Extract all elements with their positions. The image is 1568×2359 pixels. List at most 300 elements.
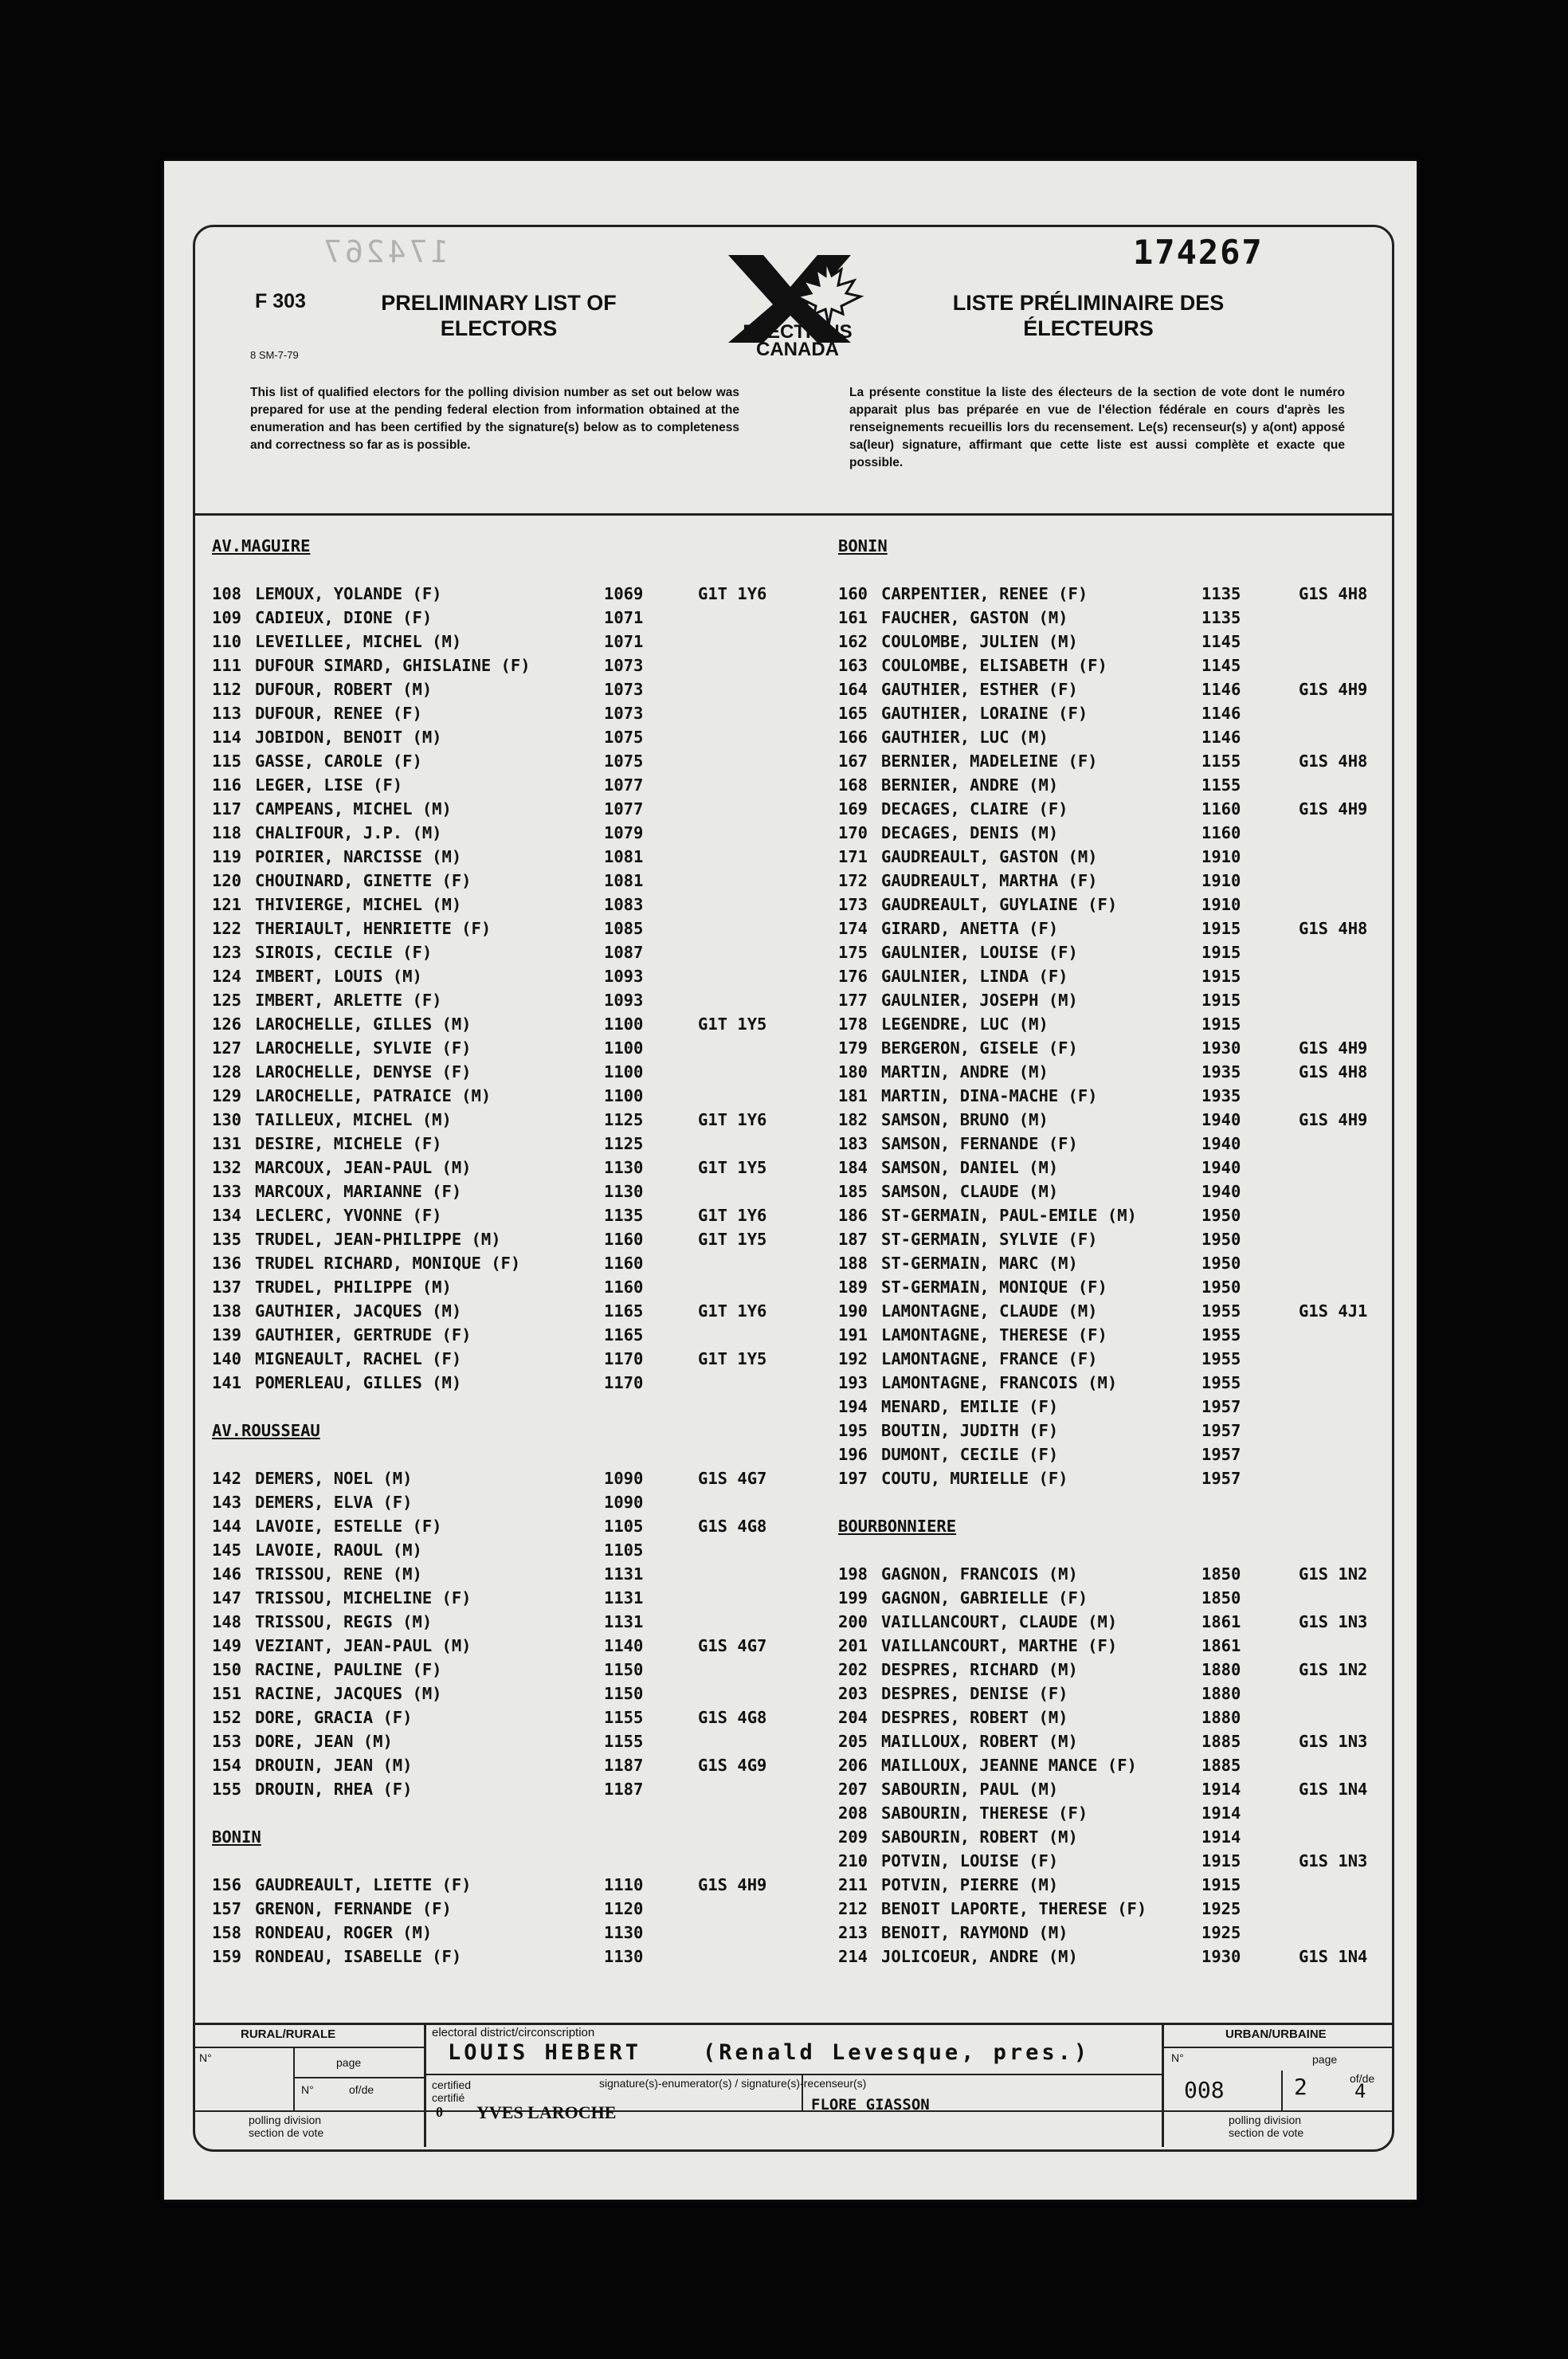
elector-name: DECAGES, DENIS (M) xyxy=(881,823,1059,842)
civic-number: 1085 xyxy=(604,919,644,938)
elector-number: 139 xyxy=(212,1325,242,1344)
elector-number: 185 xyxy=(838,1182,868,1201)
elector-row xyxy=(212,1610,817,1634)
elector-row xyxy=(838,1180,1396,1203)
elector-number: 138 xyxy=(212,1301,242,1321)
elector-name: IMBERT, LOUIS (M) xyxy=(255,967,422,986)
elector-name: GAUTHIER, JACQUES (M) xyxy=(255,1301,462,1321)
elector-number: 111 xyxy=(212,656,242,675)
footer-urban-rule xyxy=(1162,2047,1392,2048)
elector-row xyxy=(212,1921,817,1945)
civic-number: 1955 xyxy=(1201,1325,1241,1344)
elector-row xyxy=(838,1897,1396,1921)
footer-bottom-rule xyxy=(193,2110,1392,2112)
elector-number: 117 xyxy=(212,799,242,818)
elector-number: 166 xyxy=(838,728,868,747)
postal-code: G1S 4H8 xyxy=(1299,584,1368,603)
civic-number: 1160 xyxy=(604,1230,644,1249)
elector-number: 140 xyxy=(212,1349,242,1368)
civic-number: 1950 xyxy=(1201,1230,1241,1249)
elector-row xyxy=(212,1945,817,1968)
civic-number: 1935 xyxy=(1201,1062,1241,1081)
elector-number: 165 xyxy=(838,704,868,723)
elector-number: 162 xyxy=(838,632,868,651)
elector-name: MARCOUX, MARIANNE (F) xyxy=(255,1182,462,1201)
elector-row xyxy=(212,1012,817,1036)
elector-number: 176 xyxy=(838,967,868,986)
civic-number: 1850 xyxy=(1201,1588,1241,1607)
postal-code: G1S 1N4 xyxy=(1299,1947,1368,1966)
elector-row xyxy=(838,964,1396,988)
elector-number: 183 xyxy=(838,1134,868,1153)
postal-code: G1T 1Y5 xyxy=(698,1230,767,1249)
elector-number: 122 xyxy=(212,919,242,938)
civic-number: 1170 xyxy=(604,1349,644,1368)
civic-number: 1083 xyxy=(604,895,644,914)
elector-name: GAUDREAULT, MARTHA (F) xyxy=(881,871,1098,890)
district-value: LOUIS HEBERT xyxy=(448,2040,642,2065)
elector-number: 192 xyxy=(838,1349,868,1368)
elector-number: 181 xyxy=(838,1086,868,1105)
elector-name: CHALIFOUR, J.P. (M) xyxy=(255,823,442,842)
postal-code: G1T 1Y6 xyxy=(698,1206,767,1225)
civic-number: 1120 xyxy=(604,1899,644,1918)
elector-number: 148 xyxy=(212,1612,242,1631)
elector-name: DORE, JEAN (M) xyxy=(255,1732,393,1751)
elector-number: 154 xyxy=(212,1756,242,1775)
elector-name: LECLERC, YVONNE (F) xyxy=(255,1206,442,1225)
elector-name: GAULNIER, LOUISE (F) xyxy=(881,943,1078,962)
elector-name: JOLICOEUR, ANDRE (M) xyxy=(881,1947,1078,1966)
elector-number: 175 xyxy=(838,943,868,962)
elector-row xyxy=(838,1729,1396,1753)
elector-number: 112 xyxy=(212,680,242,699)
civic-number: 1073 xyxy=(604,656,644,675)
civic-number: 1930 xyxy=(1201,1038,1241,1058)
elector-row xyxy=(212,773,817,797)
civic-number: 1915 xyxy=(1201,1875,1241,1894)
elector-name: BERNIER, ANDRE (M) xyxy=(881,775,1059,795)
elector-number: 151 xyxy=(212,1684,242,1703)
elector-name: LAROCHELLE, PATRAICE (M) xyxy=(255,1086,492,1105)
elector-row xyxy=(212,797,817,821)
elector-number: 146 xyxy=(212,1564,242,1584)
civic-number: 1081 xyxy=(604,847,644,866)
elector-row xyxy=(838,1203,1396,1227)
elector-row xyxy=(212,1036,817,1060)
elector-number: 113 xyxy=(212,704,242,723)
civic-number: 1093 xyxy=(604,991,644,1010)
elector-number: 197 xyxy=(838,1469,868,1488)
elector-number: 131 xyxy=(212,1134,242,1153)
civic-number: 1915 xyxy=(1201,943,1241,962)
civic-number: 1071 xyxy=(604,632,644,651)
elector-name: DEMERS, NOEL (M) xyxy=(255,1469,413,1488)
postal-code: G1S 4G8 xyxy=(698,1708,767,1727)
civic-number: 1150 xyxy=(604,1684,644,1703)
civic-number: 1915 xyxy=(1201,1851,1241,1870)
elector-number: 212 xyxy=(838,1899,868,1918)
footer-district-rule xyxy=(424,2074,1162,2075)
elector-row xyxy=(212,1466,817,1490)
elector-number: 155 xyxy=(212,1780,242,1799)
civic-number: 1135 xyxy=(1201,584,1241,603)
elector-number: 170 xyxy=(838,823,868,842)
elector-number: 137 xyxy=(212,1278,242,1297)
elector-number: 191 xyxy=(838,1325,868,1344)
intro-french: La présente constitue la liste des électeurs de la section de vote dont le numéro apparait plus bas préparée en vue de l'élection fédérale en cours d'après les renseignements recueillis lors du recensement. Le(s) recenseur(s) y a(ont) apposé sa(leur) signature, affirmant que cette liste est aussi complète et exacte que possible. xyxy=(849,386,1345,469)
civic-number: 1187 xyxy=(604,1756,644,1775)
elector-name: BOUTIN, JUDITH (F) xyxy=(881,1421,1059,1440)
elector-row xyxy=(212,1060,817,1084)
elector-row xyxy=(838,701,1396,725)
elector-number: 158 xyxy=(212,1923,242,1942)
elector-row xyxy=(838,1825,1396,1849)
elector-row xyxy=(838,749,1396,773)
elector-name: BERNIER, MADELEINE (F) xyxy=(881,752,1098,771)
postal-code: G1S 1N2 xyxy=(1299,1564,1368,1584)
elector-row xyxy=(838,1395,1396,1419)
rural-page-label: page xyxy=(336,2056,362,2069)
civic-number: 1165 xyxy=(604,1325,644,1344)
postal-code: G1S 4H8 xyxy=(1299,752,1368,771)
civic-number: 1110 xyxy=(604,1875,644,1894)
ghost-serial-number: 174267 xyxy=(320,234,449,269)
elector-number: 199 xyxy=(838,1588,868,1607)
civic-number: 1093 xyxy=(604,967,644,986)
civic-number: 1130 xyxy=(604,1158,644,1177)
elector-row xyxy=(838,1873,1396,1897)
elector-name: DECAGES, CLAIRE (F) xyxy=(881,799,1068,818)
elector-row xyxy=(212,845,817,869)
elector-row xyxy=(838,1849,1396,1873)
elector-row xyxy=(212,1371,817,1395)
elector-number: 124 xyxy=(212,967,242,986)
civic-number: 1155 xyxy=(604,1732,644,1751)
civic-number: 1914 xyxy=(1201,1827,1241,1847)
postal-code: G1S 1N3 xyxy=(1299,1732,1368,1751)
elector-number: 179 xyxy=(838,1038,868,1058)
footer-divider-right xyxy=(1162,2023,1164,2147)
elector-name: IMBERT, ARLETTE (F) xyxy=(255,991,442,1010)
elector-number: 160 xyxy=(838,584,868,603)
elector-number: 189 xyxy=(838,1278,868,1297)
footer-page-rule xyxy=(293,2077,424,2078)
civic-number: 1077 xyxy=(604,799,644,818)
elector-number: 152 xyxy=(212,1708,242,1727)
elector-name: DEMERS, ELVA (F) xyxy=(255,1493,413,1512)
elector-name: MARTIN, DINA-MACHE (F) xyxy=(881,1086,1098,1105)
elector-number: 184 xyxy=(838,1158,868,1177)
elector-number: 143 xyxy=(212,1493,242,1512)
elector-number: 126 xyxy=(212,1015,242,1034)
elector-name: DESIRE, MICHELE (F) xyxy=(255,1134,442,1153)
postal-code: G1T 1Y6 xyxy=(698,584,767,603)
elector-number: 147 xyxy=(212,1588,242,1607)
elector-row xyxy=(212,1753,817,1777)
elector-row xyxy=(212,1156,817,1180)
elector-name: GIRARD, ANETTA (F) xyxy=(881,919,1059,938)
civic-number: 1957 xyxy=(1201,1421,1241,1440)
elector-row xyxy=(838,1323,1396,1347)
elector-number: 136 xyxy=(212,1254,242,1273)
elector-name: COULOMBE, ELISABETH (F) xyxy=(881,656,1107,675)
civic-number: 1075 xyxy=(604,728,644,747)
civic-number: 1850 xyxy=(1201,1564,1241,1584)
elector-number: 157 xyxy=(212,1899,242,1918)
urban-polling-label: polling division xyxy=(1229,2114,1302,2126)
postal-code: G1S 4G7 xyxy=(698,1636,767,1655)
elector-row xyxy=(212,940,817,964)
elector-row xyxy=(838,773,1396,797)
elector-row xyxy=(838,1132,1396,1156)
elector-row xyxy=(212,893,817,917)
elector-name: CAMPEANS, MICHEL (M) xyxy=(255,799,452,818)
elector-name: DESPRES, RICHARD (M) xyxy=(881,1660,1078,1679)
elector-name: CARPENTIER, RENEE (F) xyxy=(881,584,1088,603)
elector-name: TRUDEL, PHILIPPE (M) xyxy=(255,1278,452,1297)
civic-number: 1105 xyxy=(604,1517,644,1536)
elector-name: GAUTHIER, LUC (M) xyxy=(881,728,1049,747)
elector-row xyxy=(838,1036,1396,1060)
elector-number: 188 xyxy=(838,1254,868,1273)
elector-name: LEGER, LISE (F) xyxy=(255,775,403,795)
elector-row xyxy=(212,1275,817,1299)
elector-name: LEMOUX, YOLANDE (F) xyxy=(255,584,442,603)
elector-row xyxy=(212,725,817,749)
postal-code: G1S 4H9 xyxy=(698,1875,767,1894)
civic-number: 1077 xyxy=(604,775,644,795)
elector-name: DUFOUR SIMARD, GHISLAINE (F) xyxy=(255,656,531,675)
elector-number: 171 xyxy=(838,847,868,866)
form-footer xyxy=(193,2023,1392,2147)
elector-name: MARTIN, ANDRE (M) xyxy=(881,1062,1049,1081)
elector-number: 129 xyxy=(212,1086,242,1105)
district-label: electoral district/circonscription xyxy=(432,2026,595,2039)
elector-number: 145 xyxy=(212,1541,242,1560)
civic-number: 1130 xyxy=(604,1923,644,1942)
elector-name: SIROIS, CECILE (F) xyxy=(255,943,433,962)
elector-number: 108 xyxy=(212,584,242,603)
elector-number: 123 xyxy=(212,943,242,962)
elector-row xyxy=(212,1132,817,1156)
civic-number: 1915 xyxy=(1201,991,1241,1010)
civic-number: 1146 xyxy=(1201,680,1241,699)
elector-name: BENOIT LAPORTE, THERESE (F) xyxy=(881,1899,1147,1918)
elector-row xyxy=(838,845,1396,869)
urban-label: URBAN/URBAINE xyxy=(1225,2027,1327,2041)
street-heading: BONIN xyxy=(838,536,888,555)
enumerator-signature-1: YVES LAROCHE xyxy=(476,2102,617,2122)
elector-name: SAMSON, CLAUDE (M) xyxy=(881,1182,1059,1201)
logo-text-elections: ELECTIONS xyxy=(743,321,853,343)
elector-row xyxy=(212,1251,817,1275)
elector-row xyxy=(838,1921,1396,1945)
civic-number: 1100 xyxy=(604,1015,644,1034)
civic-number: 1150 xyxy=(604,1660,644,1679)
elector-name: DROUIN, JEAN (M) xyxy=(255,1756,413,1775)
elector-number: 211 xyxy=(838,1875,868,1894)
elector-number: 133 xyxy=(212,1182,242,1201)
civic-number: 1087 xyxy=(604,943,644,962)
elector-number: 206 xyxy=(838,1756,868,1775)
elector-name: LAMONTAGNE, CLAUDE (M) xyxy=(881,1301,1098,1321)
elector-row xyxy=(838,1610,1396,1634)
civic-number: 1090 xyxy=(604,1469,644,1488)
elector-number: 204 xyxy=(838,1708,868,1727)
elector-number: 173 xyxy=(838,895,868,914)
postal-code: G1S 4H9 xyxy=(1299,1110,1368,1129)
elector-row xyxy=(838,677,1396,701)
elector-name: GAUTHIER, ESTHER (F) xyxy=(881,680,1078,699)
elector-row xyxy=(838,1945,1396,1968)
civic-number: 1165 xyxy=(604,1301,644,1321)
civic-number: 1105 xyxy=(604,1541,644,1560)
form-number: F 303 xyxy=(255,290,306,312)
elector-name: CADIEUX, DIONE (F) xyxy=(255,608,433,627)
elector-number: 121 xyxy=(212,895,242,914)
elector-name: TRISSOU, RENE (M) xyxy=(255,1564,422,1584)
elector-number: 118 xyxy=(212,823,242,842)
elector-number: 200 xyxy=(838,1612,868,1631)
elector-number: 208 xyxy=(838,1804,868,1823)
elector-row xyxy=(838,1753,1396,1777)
elector-number: 168 xyxy=(838,775,868,795)
civic-number: 1925 xyxy=(1201,1899,1241,1918)
elector-row xyxy=(838,1012,1396,1036)
title-french: LISTE PRÉLIMINAIRE DES ÉLECTEURS xyxy=(952,291,1225,340)
postal-code: G1S 4H9 xyxy=(1299,799,1368,818)
elector-number: 110 xyxy=(212,632,242,651)
elector-number: 186 xyxy=(838,1206,868,1225)
civic-number: 1069 xyxy=(604,584,644,603)
civic-number: 1950 xyxy=(1201,1206,1241,1225)
elector-row xyxy=(212,1227,817,1251)
elector-name: THIVIERGE, MICHEL (M) xyxy=(255,895,462,914)
civic-number: 1957 xyxy=(1201,1445,1241,1464)
elector-name: DUFOUR, ROBERT (M) xyxy=(255,680,433,699)
elector-number: 207 xyxy=(838,1780,868,1799)
civic-number: 1880 xyxy=(1201,1660,1241,1679)
civic-number: 1155 xyxy=(604,1708,644,1727)
elector-row xyxy=(838,1251,1396,1275)
elector-name: TRISSOU, REGIS (M) xyxy=(255,1612,433,1631)
urban-page-label: page xyxy=(1312,2053,1338,2066)
urban-page-box-left xyxy=(1281,2071,1283,2110)
elector-row xyxy=(212,677,817,701)
elector-name: GAUTHIER, GERTRUDE (F) xyxy=(255,1325,472,1344)
elector-row xyxy=(838,1634,1396,1658)
elector-name: RONDEAU, ROGER (M) xyxy=(255,1923,433,1942)
urban-polling-label-fr: section de vote xyxy=(1229,2126,1304,2139)
elector-row xyxy=(212,1658,817,1682)
elector-name: GRENON, FERNANDE (F) xyxy=(255,1899,452,1918)
elector-row xyxy=(212,1299,817,1323)
elector-name: GAUDREAULT, GUYLAINE (F) xyxy=(881,895,1118,914)
urban-of-label: of/de xyxy=(1350,2072,1375,2085)
elector-number: 195 xyxy=(838,1421,868,1440)
elector-name: POMERLEAU, GILLES (M) xyxy=(255,1373,462,1392)
civic-number: 1910 xyxy=(1201,871,1241,890)
postal-code: G1S 4G8 xyxy=(698,1517,767,1536)
elector-number: 150 xyxy=(212,1660,242,1679)
civic-number: 1145 xyxy=(1201,656,1241,675)
elector-row xyxy=(838,1060,1396,1084)
civic-number: 1100 xyxy=(604,1086,644,1105)
postal-code: G1T 1Y5 xyxy=(698,1349,767,1368)
civic-number: 1160 xyxy=(604,1254,644,1273)
elector-number: 144 xyxy=(212,1517,242,1536)
elector-number: 142 xyxy=(212,1469,242,1488)
elector-name: VAILLANCOURT, MARTHE (F) xyxy=(881,1636,1118,1655)
civic-number: 1100 xyxy=(604,1038,644,1058)
civic-number: 1950 xyxy=(1201,1278,1241,1297)
civic-number: 1130 xyxy=(604,1182,644,1201)
elector-row xyxy=(212,749,817,773)
street-heading: AV.ROUSSEAU xyxy=(212,1421,320,1440)
civic-number: 1925 xyxy=(1201,1923,1241,1942)
elector-name: GAUTHIER, LORAINE (F) xyxy=(881,704,1088,723)
elector-number: 149 xyxy=(212,1636,242,1655)
elector-number: 214 xyxy=(838,1947,868,1966)
civic-number: 1071 xyxy=(604,608,644,627)
civic-number: 1145 xyxy=(1201,632,1241,651)
civic-number: 1957 xyxy=(1201,1397,1241,1416)
postal-code: G1T 1Y5 xyxy=(698,1015,767,1034)
elector-name: GAGNON, GABRIELLE (F) xyxy=(881,1588,1088,1607)
civic-number: 1146 xyxy=(1201,704,1241,723)
elector-row xyxy=(212,1084,817,1108)
elector-number: 159 xyxy=(212,1947,242,1966)
elector-number: 177 xyxy=(838,991,868,1010)
logo-text-canada: CANADA xyxy=(756,339,839,360)
elector-number: 201 xyxy=(838,1636,868,1655)
elector-name: GAULNIER, JOSEPH (M) xyxy=(881,991,1078,1010)
print-code: 8 SM-7-79 xyxy=(250,349,299,361)
elector-row xyxy=(838,1705,1396,1729)
elector-number: 114 xyxy=(212,728,242,747)
elector-row xyxy=(838,1562,1396,1586)
elector-name: THERIAULT, HENRIETTE (F) xyxy=(255,919,492,938)
elector-name: LAMONTAGNE, FRANCOIS (M) xyxy=(881,1373,1118,1392)
civic-number: 1135 xyxy=(604,1206,644,1225)
elector-name: DUMONT, CECILE (F) xyxy=(881,1445,1059,1464)
street-heading: AV.MAGUIRE xyxy=(212,536,311,555)
street-heading: BOURBONNIERE xyxy=(838,1517,957,1536)
elector-row xyxy=(838,725,1396,749)
civic-number: 1935 xyxy=(1201,1086,1241,1105)
rural-of-label: of/de xyxy=(349,2083,374,2096)
page-total: 4 xyxy=(1354,2080,1366,2102)
elector-number: 196 xyxy=(838,1445,868,1464)
elector-row xyxy=(212,1562,817,1586)
elector-number: 169 xyxy=(838,799,868,818)
elector-name: DROUIN, RHEA (F) xyxy=(255,1780,413,1799)
elector-row xyxy=(838,1586,1396,1610)
civic-number: 1880 xyxy=(1201,1708,1241,1727)
elector-row xyxy=(838,1347,1396,1371)
elector-row xyxy=(212,1634,817,1658)
elector-name: DORE, GRACIA (F) xyxy=(255,1708,413,1727)
elector-name: MARCOUX, JEAN-PAUL (M) xyxy=(255,1158,472,1177)
elector-number: 172 xyxy=(838,871,868,890)
elector-number: 163 xyxy=(838,656,868,675)
civic-number: 1910 xyxy=(1201,847,1241,866)
elector-row xyxy=(212,1682,817,1705)
elector-name: ST-GERMAIN, PAUL-EMILE (M) xyxy=(881,1206,1137,1225)
elector-row xyxy=(212,582,817,606)
elector-row xyxy=(838,1419,1396,1442)
